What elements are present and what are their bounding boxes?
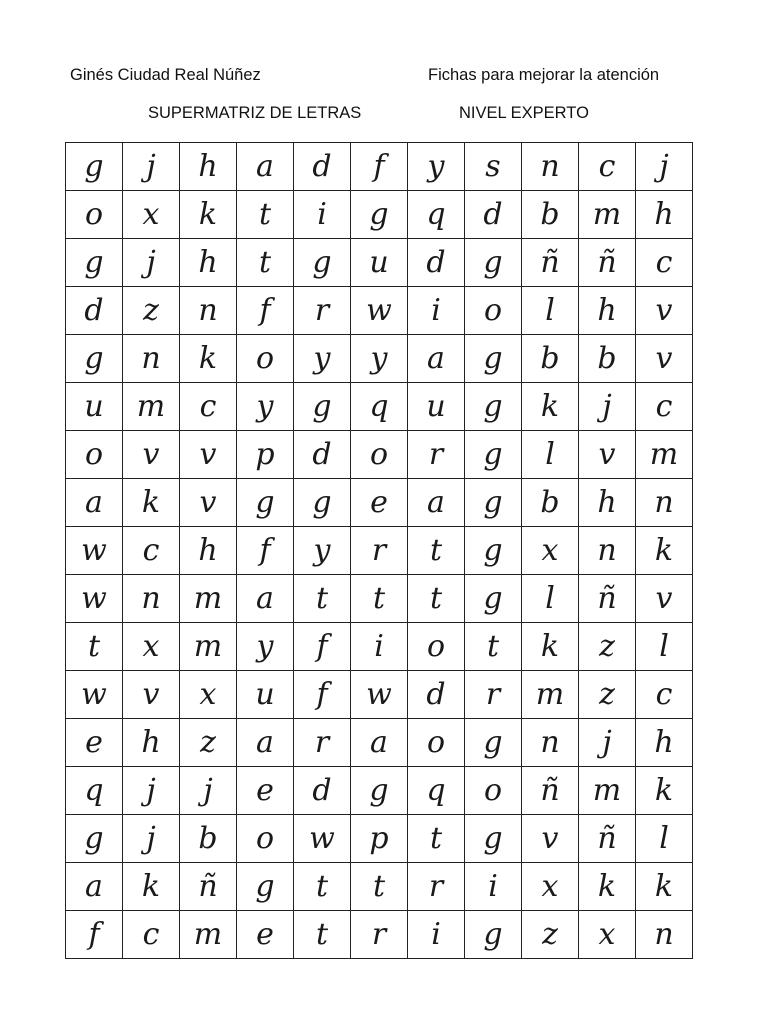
letter-cell: j bbox=[579, 719, 636, 767]
letter-cell: ñ bbox=[579, 815, 636, 863]
letter-cell: c bbox=[636, 239, 693, 287]
letter-cell: t bbox=[351, 575, 408, 623]
letter-cell: w bbox=[351, 287, 408, 335]
letter-cell: f bbox=[237, 287, 294, 335]
letter-cell: v bbox=[522, 815, 579, 863]
letter-matrix bbox=[65, 142, 693, 959]
letter-cell: l bbox=[522, 431, 579, 479]
letter-cell: v bbox=[636, 287, 693, 335]
letter-cell: z bbox=[579, 671, 636, 719]
letter-cell: u bbox=[237, 671, 294, 719]
matrix-row bbox=[66, 479, 693, 527]
letter-cell: e bbox=[237, 767, 294, 815]
letter-cell: x bbox=[522, 863, 579, 911]
letter-cell: ñ bbox=[579, 575, 636, 623]
letter-cell: o bbox=[465, 287, 522, 335]
letter-cell: d bbox=[408, 671, 465, 719]
letter-cell: a bbox=[237, 719, 294, 767]
letter-cell: s bbox=[465, 143, 522, 191]
letter-cell: v bbox=[123, 671, 180, 719]
letter-cell: t bbox=[66, 623, 123, 671]
letter-cell: ñ bbox=[522, 767, 579, 815]
letter-cell: x bbox=[123, 623, 180, 671]
matrix-row bbox=[66, 431, 693, 479]
letter-cell: y bbox=[294, 527, 351, 575]
letter-cell: z bbox=[579, 623, 636, 671]
letter-cell: v bbox=[636, 335, 693, 383]
letter-cell: m bbox=[579, 191, 636, 239]
letter-cell: o bbox=[351, 431, 408, 479]
letter-cell: o bbox=[408, 623, 465, 671]
letter-cell: t bbox=[465, 623, 522, 671]
letter-cell: d bbox=[294, 431, 351, 479]
letter-cell: n bbox=[579, 527, 636, 575]
letter-cell: j bbox=[636, 143, 693, 191]
letter-cell: h bbox=[636, 191, 693, 239]
letter-cell: k bbox=[522, 383, 579, 431]
letter-cell: g bbox=[465, 479, 522, 527]
worksheet-subject: Fichas para mejorar la atención bbox=[428, 66, 660, 84]
letter-cell: g bbox=[465, 239, 522, 287]
letter-cell: g bbox=[66, 815, 123, 863]
letter-cell: w bbox=[294, 815, 351, 863]
letter-cell: z bbox=[522, 911, 579, 959]
letter-cell: g bbox=[294, 479, 351, 527]
letter-cell: v bbox=[180, 431, 237, 479]
letter-cell: h bbox=[180, 527, 237, 575]
letter-cell: v bbox=[180, 479, 237, 527]
letter-cell: k bbox=[636, 527, 693, 575]
letter-cell: k bbox=[180, 335, 237, 383]
letter-cell: j bbox=[123, 815, 180, 863]
letter-cell: w bbox=[66, 527, 123, 575]
letter-cell: n bbox=[123, 335, 180, 383]
letter-cell: b bbox=[522, 191, 579, 239]
letter-cell: g bbox=[294, 239, 351, 287]
letter-cell: k bbox=[123, 863, 180, 911]
matrix-row bbox=[66, 575, 693, 623]
matrix-row bbox=[66, 527, 693, 575]
letter-cell: x bbox=[522, 527, 579, 575]
letter-cell: g bbox=[465, 335, 522, 383]
letter-cell: a bbox=[66, 863, 123, 911]
letter-cell: l bbox=[636, 623, 693, 671]
letter-cell: o bbox=[465, 767, 522, 815]
letter-cell: g bbox=[66, 143, 123, 191]
letter-cell: g bbox=[465, 719, 522, 767]
matrix-row bbox=[66, 623, 693, 671]
letter-cell: r bbox=[294, 719, 351, 767]
letter-cell: u bbox=[66, 383, 123, 431]
letter-cell: o bbox=[237, 335, 294, 383]
letter-cell: x bbox=[180, 671, 237, 719]
letter-cell: t bbox=[408, 815, 465, 863]
letter-cell: r bbox=[408, 431, 465, 479]
letter-cell: y bbox=[294, 335, 351, 383]
letter-cell: a bbox=[408, 479, 465, 527]
letter-cell: k bbox=[522, 623, 579, 671]
letter-cell: y bbox=[408, 143, 465, 191]
letter-cell: k bbox=[180, 191, 237, 239]
letter-cell: h bbox=[579, 479, 636, 527]
matrix-row bbox=[66, 671, 693, 719]
letter-cell: r bbox=[294, 287, 351, 335]
letter-cell: o bbox=[408, 719, 465, 767]
letter-cell: d bbox=[465, 191, 522, 239]
letter-cell: c bbox=[579, 143, 636, 191]
letter-cell: a bbox=[351, 719, 408, 767]
letter-cell: v bbox=[123, 431, 180, 479]
letter-cell: a bbox=[66, 479, 123, 527]
letter-cell: j bbox=[123, 239, 180, 287]
letter-cell: l bbox=[522, 287, 579, 335]
letter-cell: y bbox=[237, 623, 294, 671]
letter-cell: j bbox=[579, 383, 636, 431]
letter-cell: g bbox=[465, 815, 522, 863]
letter-cell: c bbox=[636, 383, 693, 431]
letter-cell: t bbox=[408, 575, 465, 623]
letter-cell: m bbox=[522, 671, 579, 719]
letter-cell: z bbox=[123, 287, 180, 335]
letter-cell: g bbox=[351, 191, 408, 239]
letter-cell: f bbox=[66, 911, 123, 959]
matrix-row bbox=[66, 719, 693, 767]
letter-cell: v bbox=[579, 431, 636, 479]
letter-cell: ñ bbox=[180, 863, 237, 911]
letter-cell: m bbox=[180, 623, 237, 671]
letter-cell: b bbox=[579, 335, 636, 383]
letter-cell: r bbox=[351, 911, 408, 959]
letter-cell: g bbox=[465, 911, 522, 959]
letter-cell: t bbox=[294, 575, 351, 623]
letter-cell: q bbox=[408, 191, 465, 239]
matrix-row bbox=[66, 863, 693, 911]
matrix-row bbox=[66, 335, 693, 383]
letter-cell: f bbox=[294, 623, 351, 671]
letter-cell: h bbox=[636, 719, 693, 767]
matrix-row bbox=[66, 767, 693, 815]
letter-cell: m bbox=[636, 431, 693, 479]
letter-cell: g bbox=[465, 431, 522, 479]
letter-cell: j bbox=[123, 143, 180, 191]
letter-cell: p bbox=[351, 815, 408, 863]
letter-cell: c bbox=[123, 527, 180, 575]
letter-cell: q bbox=[351, 383, 408, 431]
letter-cell: t bbox=[237, 239, 294, 287]
letter-cell: d bbox=[66, 287, 123, 335]
letter-cell: o bbox=[66, 431, 123, 479]
letter-cell: e bbox=[351, 479, 408, 527]
letter-cell: n bbox=[636, 479, 693, 527]
letter-cell: g bbox=[237, 863, 294, 911]
letter-cell: c bbox=[636, 671, 693, 719]
letter-cell: w bbox=[66, 575, 123, 623]
letter-cell: t bbox=[351, 863, 408, 911]
letter-cell: w bbox=[351, 671, 408, 719]
letter-cell: t bbox=[237, 191, 294, 239]
letter-cell: f bbox=[351, 143, 408, 191]
letter-cell: h bbox=[180, 239, 237, 287]
letter-cell: f bbox=[237, 527, 294, 575]
letter-cell: t bbox=[294, 863, 351, 911]
letter-cell: b bbox=[522, 335, 579, 383]
letter-cell: f bbox=[294, 671, 351, 719]
letter-cell: h bbox=[123, 719, 180, 767]
letter-cell: b bbox=[180, 815, 237, 863]
letter-cell: n bbox=[636, 911, 693, 959]
letter-cell: g bbox=[66, 335, 123, 383]
letter-cell: m bbox=[180, 911, 237, 959]
matrix-row bbox=[66, 191, 693, 239]
letter-cell: k bbox=[636, 863, 693, 911]
letter-cell: i bbox=[465, 863, 522, 911]
letter-cell: k bbox=[579, 863, 636, 911]
letter-cell: n bbox=[522, 719, 579, 767]
letter-cell: g bbox=[66, 239, 123, 287]
letter-cell: a bbox=[408, 335, 465, 383]
letter-cell: r bbox=[465, 671, 522, 719]
author-name: Ginés Ciudad Real Núñez bbox=[70, 66, 261, 84]
letter-cell: g bbox=[465, 383, 522, 431]
letter-cell: a bbox=[237, 143, 294, 191]
letter-cell: m bbox=[180, 575, 237, 623]
letter-cell: z bbox=[180, 719, 237, 767]
difficulty-level: NIVEL EXPERTO bbox=[459, 104, 589, 122]
letter-cell: j bbox=[123, 767, 180, 815]
matrix-row bbox=[66, 143, 693, 191]
letter-cell: h bbox=[579, 287, 636, 335]
letter-cell: t bbox=[408, 527, 465, 575]
letter-cell: u bbox=[351, 239, 408, 287]
letter-cell: t bbox=[294, 911, 351, 959]
letter-cell: n bbox=[522, 143, 579, 191]
letter-cell: m bbox=[579, 767, 636, 815]
letter-cell: r bbox=[408, 863, 465, 911]
letter-cell: e bbox=[237, 911, 294, 959]
letter-cell: b bbox=[522, 479, 579, 527]
letter-cell: i bbox=[351, 623, 408, 671]
letter-cell: q bbox=[66, 767, 123, 815]
letter-cell: g bbox=[465, 575, 522, 623]
matrix-row bbox=[66, 383, 693, 431]
letter-cell: k bbox=[123, 479, 180, 527]
letter-cell: g bbox=[351, 767, 408, 815]
letter-cell: m bbox=[123, 383, 180, 431]
letter-cell: w bbox=[66, 671, 123, 719]
letter-cell: j bbox=[180, 767, 237, 815]
letter-cell: y bbox=[237, 383, 294, 431]
letter-cell: e bbox=[66, 719, 123, 767]
letter-cell: p bbox=[237, 431, 294, 479]
letter-cell: c bbox=[180, 383, 237, 431]
letter-cell: r bbox=[351, 527, 408, 575]
letter-cell: g bbox=[465, 527, 522, 575]
letter-cell: q bbox=[408, 767, 465, 815]
letter-cell: d bbox=[294, 143, 351, 191]
matrix-row bbox=[66, 911, 693, 959]
matrix-row bbox=[66, 287, 693, 335]
letter-cell: i bbox=[408, 287, 465, 335]
letter-cell: v bbox=[636, 575, 693, 623]
letter-cell: u bbox=[408, 383, 465, 431]
letter-cell: h bbox=[180, 143, 237, 191]
letter-cell: l bbox=[636, 815, 693, 863]
letter-cell: x bbox=[123, 191, 180, 239]
letter-cell: d bbox=[294, 767, 351, 815]
letter-cell: g bbox=[237, 479, 294, 527]
letter-cell: n bbox=[180, 287, 237, 335]
letter-cell: d bbox=[408, 239, 465, 287]
matrix-row bbox=[66, 815, 693, 863]
worksheet-title: SUPERMATRIZ DE LETRAS bbox=[148, 104, 362, 122]
letter-cell: ñ bbox=[522, 239, 579, 287]
letter-cell: i bbox=[408, 911, 465, 959]
letter-cell: ñ bbox=[579, 239, 636, 287]
letter-cell: g bbox=[294, 383, 351, 431]
matrix-row bbox=[66, 239, 693, 287]
letter-cell: n bbox=[123, 575, 180, 623]
letter-cell: o bbox=[66, 191, 123, 239]
letter-cell: c bbox=[123, 911, 180, 959]
letter-cell: y bbox=[351, 335, 408, 383]
letter-cell: i bbox=[294, 191, 351, 239]
letter-cell: l bbox=[522, 575, 579, 623]
letter-cell: a bbox=[237, 575, 294, 623]
letter-cell: x bbox=[579, 911, 636, 959]
letter-cell: o bbox=[237, 815, 294, 863]
letter-cell: k bbox=[636, 767, 693, 815]
